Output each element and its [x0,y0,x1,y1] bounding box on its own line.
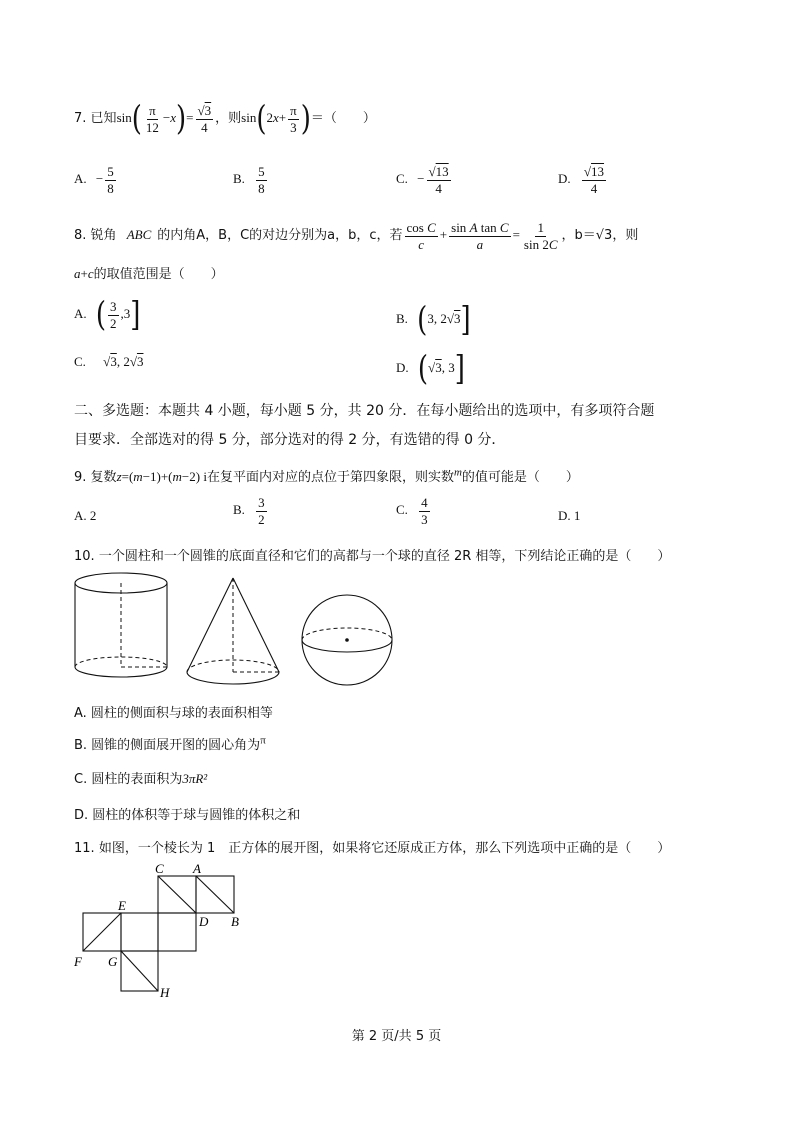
q8-option-b[interactable]: B. (3, 2√3] [396,300,471,340]
q10-option-c[interactable]: C. 圆柱的表面积为3πR² [74,771,208,787]
vertex-label-f: F [74,954,82,969]
q7-number: 7. [74,111,87,127]
section2-line1: 二、多选题：本题共 4 小题，每小题 5 分，共 20 分．在每小题给出的选项中，有多项符合题 [74,403,655,419]
vertex-label-e: E [118,898,126,913]
q11-stem: 11. 如图，一个棱长为 1 正方体的展开图，如果将它还原成正方体，那么下列选项中正确的是（ ） [74,841,671,856]
vertex-label-g: G [108,954,118,969]
vertex-label-h: H [160,985,170,1000]
cone-figure [187,578,279,684]
q9-option-d[interactable]: D. 1 [558,508,581,523]
q8-stem: 8. 锐角 ABC 的内角A，B，C的对边分别为a，b，c，若 $\frac{\text{cos C}}{c}$ + $\frac{\text{sin A tan C}}{a}$ = $\frac{1}{\sin 2C}$ ，b＝√3，则 [74,220,639,252]
q10-option-d[interactable]: D. 圆柱的体积等于球与圆锥的体积之和 [74,808,301,823]
vertex-label-b: B [231,914,239,929]
vertex-label-c: C [155,861,164,876]
q9-complex-expr: z=(m−1)+(m−2) i [116,469,207,484]
section2-line2: 目要求．全部选对的得 5 分，部分选对的得 2 分，有选错的得 0 分． [74,432,506,448]
q10-stem: 10. 一个圆柱和一个圆锥的底面直径和它们的高都与一个球的直径 2R 相等，下列结论正确的是（ ） [74,549,671,564]
q7-given-expr: sin( $\frac{\pi}{12}$ −x)= $\frac{√3}{4}$ [116,99,212,139]
vertex-label-d: D [199,914,209,929]
q7-option-a[interactable]: A. − $\frac{5}{8}$ [74,164,114,196]
page-footer: 第 2 页/共 5 页 [351,1029,442,1044]
q7-option-c[interactable]: C. − $\frac{√13}{4}$ [396,164,449,196]
vertex-label-a: A [193,861,201,876]
q9-option-b[interactable]: B. $\frac{3}{2}$ [233,495,265,527]
q8-option-d[interactable]: D. (√3, 3] [396,349,465,389]
q10-option-a[interactable]: A. 圆柱的侧面积与球的表面积相等 [74,706,273,721]
sphere-figure [302,595,392,685]
q11-cube-net [70,860,250,1000]
q8-option-a[interactable]: A. ( $\frac{3}{2}$ ,3] [74,295,141,335]
q7-stem: 7. 已知sin( $\frac{\pi}{12}$ −x)= $\frac{√3}{4}$ ，则sin(2x+ $\frac{\pi}{3}$ )＝（ ） [74,99,376,139]
q8-option-c[interactable]: C. √3, 2√3 [74,354,144,369]
q7-option-b[interactable]: B. $\frac{5}{8}$ [233,164,265,196]
q9-option-c[interactable]: C. $\frac{4}{3}$ [396,495,428,527]
q9-option-a[interactable]: A. 2 [74,508,97,523]
q7-target-expr: sin(2x+ $\frac{\pi}{3}$ ) [241,99,311,139]
q9-stem: 9. 复数z=(m−1)+(m−2) i在复平面内对应的点位于第四象限，则实数$^m$的值可能是（ ） [74,466,579,485]
q8-condition-expr: $\frac{\text{cos C}}{c}$ + $\frac{\text{sin A tan C}}{a}$ = $\frac{1}{\sin 2C}$ [406,220,558,252]
q8-stem-line2: a+c的取值范围是（ ） [74,266,224,282]
q10-option-b[interactable]: B. 圆锥的侧面展开图的圆心角为$^\pi$ [74,734,266,753]
cylinder-figure [75,573,167,677]
q10-figure [70,570,430,695]
q7-option-d[interactable]: D. $\frac{√13}{4}$ [558,164,605,196]
